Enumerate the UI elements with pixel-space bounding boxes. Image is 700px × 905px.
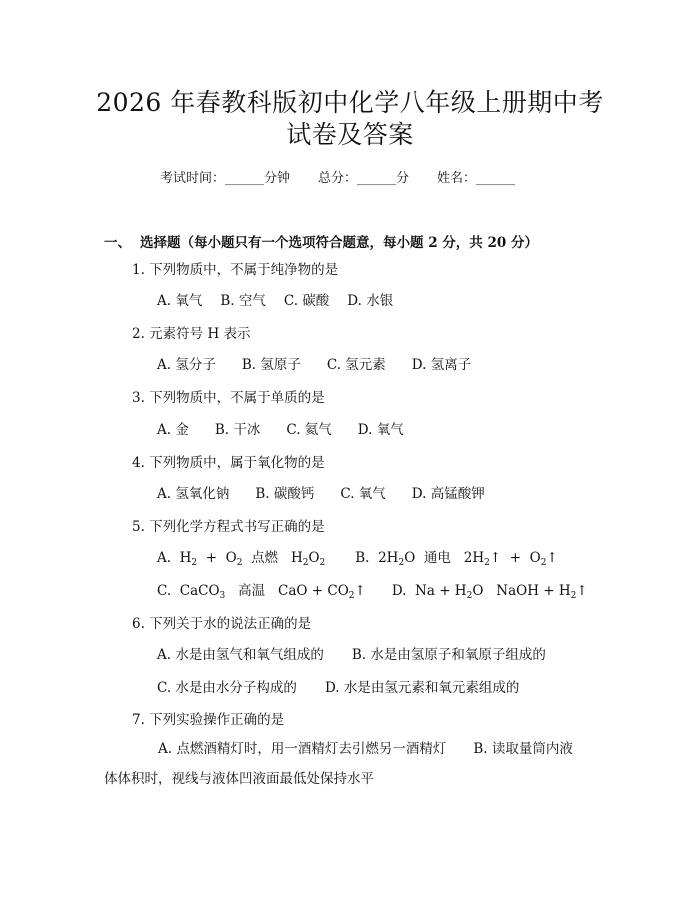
question-6-options-cd bbox=[157, 679, 519, 697]
question-5-stem: 5. 下列化学方程式书写正确的是 bbox=[132, 519, 325, 535]
page-title-line1: 2026 年春教科版初中化学八年级上册期中考 bbox=[96, 88, 604, 117]
option-b: B. $2H_2O$ 通电 $2H_2↑$ + $O_2↑$ bbox=[355, 550, 558, 568]
question-5-options-ab bbox=[157, 549, 558, 572]
option-a: A. $H_2 + O_2$ 点燃 $H_2O_2$ bbox=[157, 550, 326, 568]
option-b: B. 碳酸钙 bbox=[255, 486, 315, 502]
option-d: D. 水是由氢元素和氧元素组成的 bbox=[324, 680, 520, 696]
option-a: A. 氧气 bbox=[157, 293, 203, 309]
option-d: D. 高锰酸钾 bbox=[411, 486, 485, 502]
question-3-options bbox=[157, 421, 404, 439]
exam-info bbox=[160, 170, 560, 188]
question-7-stem: 7. 下列实验操作正确的是 bbox=[132, 712, 285, 728]
option-b: B. 水是由氢原子和氧原子组成的 bbox=[351, 647, 546, 663]
exam-total-score: 总分：______分 bbox=[318, 171, 410, 186]
option-b: B. 干冰 bbox=[214, 422, 261, 438]
option-c: C. 氦气 bbox=[286, 422, 332, 438]
question-6-stem: 6. 下列关于水的说法正确的是 bbox=[132, 616, 312, 632]
question-7-options: A. 点燃酒精灯时，用一酒精灯去引燃另一酒精灯 B. 读取量筒内液体体积时，视线与液体凹液面最低处保持水平 bbox=[104, 741, 573, 787]
option-d: D. 水银 bbox=[347, 293, 394, 309]
exam-student-name: 姓名：______ bbox=[437, 171, 516, 186]
option-b: B. 氢原子 bbox=[241, 357, 301, 373]
question-4-options bbox=[157, 485, 485, 503]
option-c: C. 氢元素 bbox=[326, 357, 386, 373]
exam-time: 考试时间：______分钟 bbox=[160, 171, 291, 186]
section-number: 一、 bbox=[104, 235, 131, 251]
question-1-options bbox=[157, 292, 393, 310]
option-b: B. 空气 bbox=[220, 293, 266, 309]
question-1-stem: 1. 下列物质中，不属于纯净物的是 bbox=[132, 262, 339, 278]
option-d: D. 氧气 bbox=[357, 422, 404, 438]
section-title: 选择题（每小题只有一个选项符合题意，每小题 2 分，共 20 分） bbox=[140, 235, 538, 251]
question-2-stem: 2. 元素符号 H 表示 bbox=[132, 326, 251, 342]
option-d: D. 氢离子 bbox=[411, 357, 472, 373]
option-c: C. 氧气 bbox=[340, 486, 386, 502]
page-title-line2: 试卷及答案 bbox=[286, 120, 414, 149]
question-6-options-ab bbox=[157, 646, 546, 664]
question-2-options bbox=[157, 356, 471, 374]
question-3-stem: 3. 下列物质中，不属于单质的是 bbox=[132, 390, 325, 406]
section-heading bbox=[104, 231, 538, 251]
question-5-options-cd bbox=[157, 582, 588, 605]
option-a: A. 氢分子 bbox=[157, 357, 216, 373]
option-a: A. 金 bbox=[157, 422, 189, 438]
option-a: A. 氢氧化钠 bbox=[157, 486, 230, 502]
option-c: C. 碳酸 bbox=[283, 293, 330, 309]
question-4-stem: 4. 下列物质中，属于氧化物的是 bbox=[132, 455, 325, 471]
option-c: C. CaCO$_3$ 高温 CaO + $CO_2↑$ bbox=[157, 583, 366, 601]
option-c: C. 水是由水分子构成的 bbox=[157, 680, 297, 696]
option-d: D. $Na + H_2O$ NaOH + $H_2↑$ bbox=[391, 583, 588, 601]
option-a: A. 水是由氢气和氧气组成的 bbox=[157, 647, 324, 663]
